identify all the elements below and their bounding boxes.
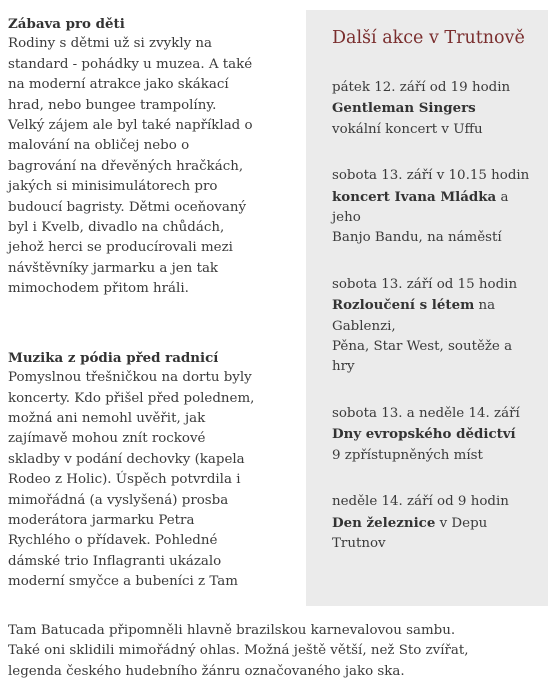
text-line: Rodiny s dětmi už si zvykly na xyxy=(8,36,213,52)
text-line: skladby v podání dechovky (kapela xyxy=(8,451,245,467)
event-description: Trutnov xyxy=(332,535,386,551)
event-title: Gentleman Singers xyxy=(332,100,476,117)
text-line: standard - pohádky u muzea. A také xyxy=(8,56,253,72)
text-line: Tam Batucada připomněli hlavně brazilskou karnevalovou sambu. xyxy=(8,623,456,638)
event-date: sobota 13. září v 10.15 hodin xyxy=(332,168,530,184)
event-item xyxy=(332,78,534,140)
text-line: bagrování na dřevěných hračkách, xyxy=(8,158,244,174)
event-description: vokální koncert v Uffu xyxy=(332,121,483,137)
text-line: možná ani nemohl uvěřit, jak xyxy=(8,410,206,426)
section-heading: Zábava pro děti xyxy=(8,16,125,32)
text-line: dámské trio Inflagranti ukázalo xyxy=(8,553,222,569)
event-date: pátek 12. září od 19 hodin xyxy=(332,80,511,95)
text-line: jakých si minisimulátorech pro xyxy=(8,179,218,195)
text-line: Velký zájem ale byl také například o xyxy=(8,118,253,134)
event-title: Dny evropského dědictví xyxy=(332,426,516,443)
article-body xyxy=(8,14,298,593)
event-date: sobota 13. září od 15 hodin xyxy=(332,276,518,292)
text-line: Pomyslnou třešničkou na dortu byly xyxy=(8,370,252,386)
text-line: mimořádná (a vyslyšená) prosba xyxy=(8,492,229,508)
section-text xyxy=(8,621,538,682)
text-line: na moderní atrakce jako skákací xyxy=(8,77,229,93)
text-line: Také oni sklidili mimořádný ohlas. Možná ještě větší, než Sto zvířat, xyxy=(8,643,469,659)
event-description: Pěna, Star West, soutěže a xyxy=(332,339,513,355)
sidebar-title: Další akce v Trutnově xyxy=(332,28,525,48)
event-item xyxy=(332,492,534,554)
event-description: jeho xyxy=(332,210,361,226)
section-heading: Muzika z pódia před radnicí xyxy=(8,349,219,366)
text-line: budoucí bagristy. Dětmi oceňovaný xyxy=(8,199,247,215)
event-date: neděle 14. září od 9 hodin xyxy=(332,494,509,510)
text-line: legenda českého hudebního žánru označovaného jako ska. xyxy=(8,663,405,679)
article-section-kids xyxy=(8,14,298,300)
event-description: Banjo Bandu, na náměstí xyxy=(332,230,502,246)
event-title-suffix: na xyxy=(474,298,496,314)
event-title: koncert Ivana Mládka xyxy=(332,188,497,205)
event-description: 9 zpřístupněných míst xyxy=(332,447,483,463)
article-section-music xyxy=(8,348,298,593)
text-line: malování na obličej nebo o xyxy=(8,138,190,154)
text-line: byl i Kvelb, divadlo na chůdách, xyxy=(8,220,225,236)
article-text-continued xyxy=(8,621,538,682)
text-line: koncerty. Kdo přišel před polednem, xyxy=(8,390,255,406)
event-item xyxy=(332,275,534,378)
section-text xyxy=(8,368,298,592)
text-line: zajímavě mohou znít rockové xyxy=(8,431,206,447)
event-title-suffix: v Depu xyxy=(435,515,488,531)
text-line: Rodeo z Holic). Úspěch potvrdila i xyxy=(8,472,241,488)
event-description: Gablenzi, xyxy=(332,318,396,334)
event-description: hry xyxy=(332,359,355,375)
text-line: jehož herci se producírovali mezi xyxy=(8,240,233,256)
event-title: Rozloučení s létem xyxy=(332,297,475,314)
event-item xyxy=(332,404,534,466)
event-title: Den železnice xyxy=(332,514,436,531)
event-list xyxy=(332,78,534,554)
text-line: hrad, nebo bungee trampolíny. xyxy=(8,97,217,113)
event-title-suffix: a xyxy=(496,189,509,205)
text-line: Rychlého o přídavek. Pohledné xyxy=(8,533,218,549)
text-line: návštěvníky jarmarku a jen tak xyxy=(8,260,219,276)
event-item xyxy=(332,166,534,249)
text-line: moderní smyčce a bubeníci z Tam xyxy=(8,574,238,590)
text-line: mimochodem přitom hráli. xyxy=(8,281,189,297)
events-sidebar xyxy=(306,10,548,606)
text-line: moderátora jarmarku Petra xyxy=(8,512,195,528)
event-date: sobota 13. a neděle 14. září xyxy=(332,405,520,421)
section-text xyxy=(8,34,298,299)
